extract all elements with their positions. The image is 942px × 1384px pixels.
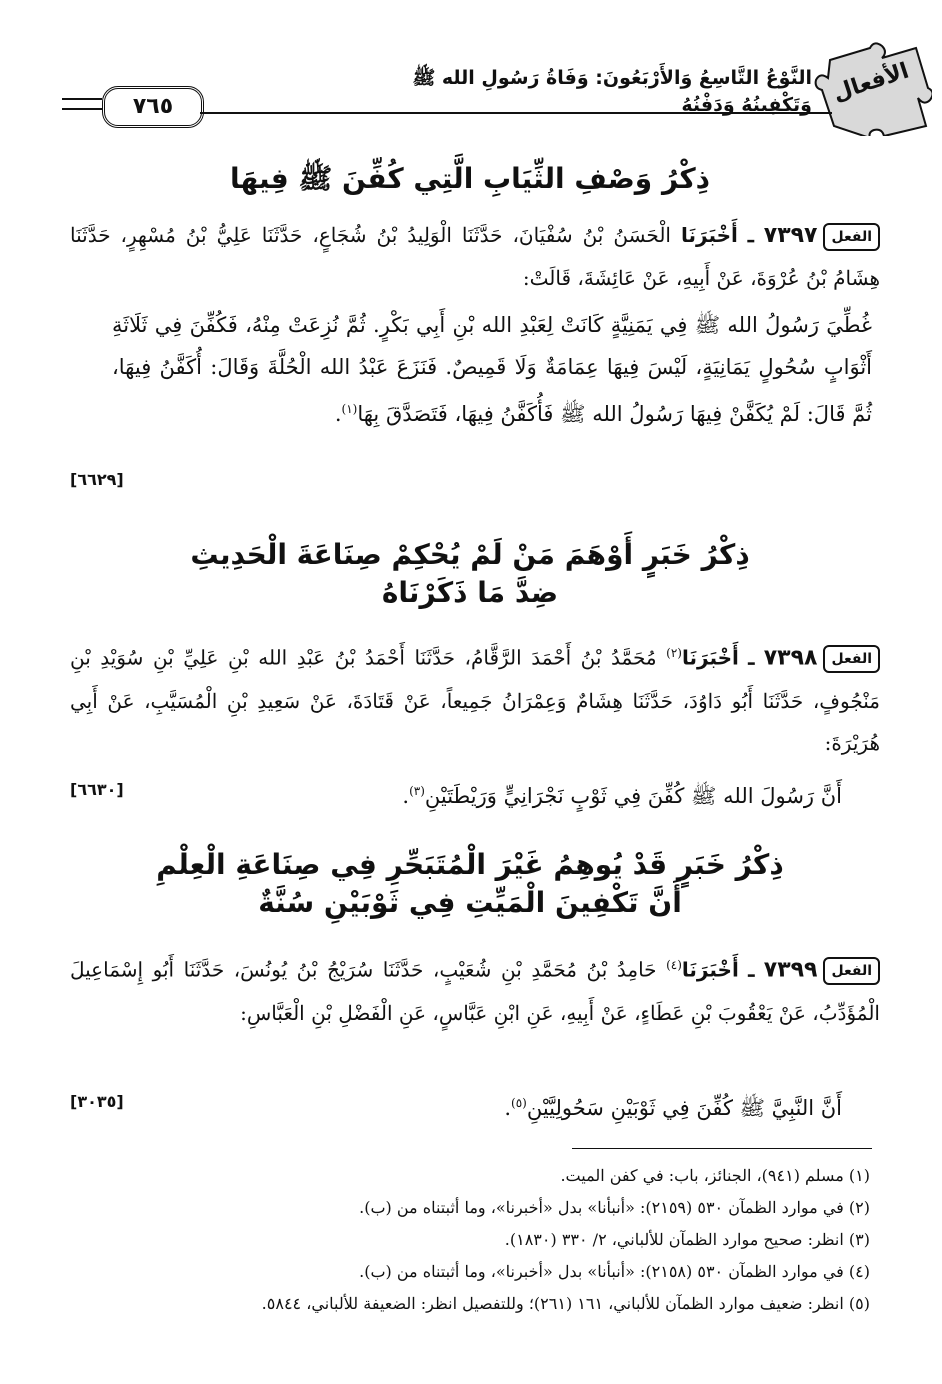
puzzle-piece-icon (812, 40, 932, 136)
footnote-marker: (٤) (666, 958, 682, 972)
isnad-text: الْحَسَنُ بْنُ سُفْيَانَ، حَدَّثَنَا الْوَلِيدُ بْنُ شُجَاعٍ، حَدَّثَنَا عَلِيُّ بْنُ مُسْهِرٍ، حَدَّثَنَا هِشَامُ بْنُ عُرْوَةَ، عَنْ أَبِيهِ، عَنْ عَائِشَةَ، قَالَتْ: (70, 223, 880, 290)
footnote-item: (٥) انظر: ضعيف موارد الظمآن للألباني، ١٦١ (٢٦١)؛ وللتفصيل انظر: الضعيفة للألباني، ٥٨٤٤. (261, 1294, 870, 1313)
hadith-number: ٧٣٩٩ (763, 957, 818, 983)
isnad-lead: أَخْبَرَنَا (681, 223, 738, 247)
fiil-badge: الفعل (823, 645, 880, 673)
matn-text: أَنَّ النَّبِيَّ ﷺ كُفِّنَ فِي ثَوْبَيْنِ سَحُولِيَّيْنِ (526, 1096, 842, 1120)
matn-text: أَنَّ رَسُولَ الله ﷺ كُفِّنَ فِي ثَوْبٍ نَجْرَانِيٍّ وَرَيْطَتَيْنِ (424, 784, 842, 808)
hadith-matn-1 (112, 304, 872, 435)
hadith-number: ٧٣٩٧ (763, 223, 818, 248)
section-heading-1 (70, 160, 870, 198)
heading-line: ذِكْرُ خَبَرٍ قَدْ يُوهِمُ غَيْرَ الْمُتَبَحِّرِ فِي صِنَاعَةِ الْعِلْمِ (156, 848, 784, 881)
section-heading-3 (70, 846, 870, 922)
hadith-isnad-2: الفعل٧٣٩٨ ـ أَخْبَرَنَا$^{(٢)}$ مُحَمَّدُ بْنُ أَحْمَدَ الرَّقَّامُ، حَدَّثَنَا أَحْمَدُ بْنُ عَبْدِ الله بْنِ عَلِيِّ بْنِ سُوَيْدِ بْنِ مَنْجُوفٍ، حَدَّثَنَا أَبُو دَاوُدَ، حَدَّثَنَا هِشَامٌ وَعِمْرَانُ جَمِيعاً، عَنْ قَتَادَةَ، عَنْ سَعِيدِ بْنِ الْمُسَيَّبِ، عَنْ أَبِي هُرَيْرَةَ: (70, 645, 880, 755)
footnotes (70, 1160, 870, 1320)
footnote-marker: (٢) (666, 646, 682, 660)
footnote-marker: (٣) (409, 784, 425, 798)
isnad-lead: أَخْبَرَنَا (681, 645, 739, 670)
matn-end: . (334, 402, 342, 426)
fiil-badge: الفعل (823, 957, 880, 985)
cross-reference: [٦٦٣٠] (70, 780, 124, 799)
footnote-item: (٤) في موارد الظمآن ٥٣٠ (٢١٥٨): «أنبأنا» بدل «أخبرنا»، وما أثبتناه من (ب). (359, 1262, 870, 1281)
page-header (62, 38, 932, 128)
footnote-item: (١) مسلم (٩٤١)، الجنائز، باب: في كفن الميت. (560, 1166, 870, 1185)
heading-line: ضِدَّ مَا ذَكَرْنَاهُ (381, 576, 559, 609)
hadith-matn-3 (504, 1082, 842, 1129)
matn-end: . (402, 784, 410, 808)
isnad-text: مُحَمَّدُ بْنُ أَحْمَدَ الرَّقَّامُ، حَدَّثَنَا أَحْمَدُ بْنُ عَبْدِ الله بْنِ عَلِيِّ بْنِ سُوَيْدِ بْنِ مَنْجُوفٍ، حَدَّثَنَا أَبُو دَاوُدَ، حَدَّثَنَا هِشَامٌ وَعِمْرَانُ جَمِيعاً، عَنْ قَتَادَةَ، عَنْ سَعِيدِ بْنِ الْمُسَيَّبِ، عَنْ أَبِي هُرَيْرَةَ: (70, 645, 880, 755)
header-double-rule (62, 98, 102, 110)
section-heading-2 (70, 536, 870, 612)
heading-line: ذِكْرُ خَبَرٍ أَوْهَمَ مَنْ لَمْ يُحْكِمْ صِنَاعَةَ الْحَدِيثِ (190, 538, 750, 571)
footnote-marker: (٥) (511, 1096, 527, 1110)
footnote-item: (٣) انظر: صحيح موارد الظمآن للألباني، ٢/ ٣٣٠ (١٨٣٠). (504, 1230, 870, 1249)
cross-reference: [٦٦٢٩] (70, 470, 124, 489)
page-number: ٧٦٥ (102, 86, 204, 128)
heading-line: ذِكْرُ وَصْفِ الثِّيَابِ الَّتِي كُفِّنَ ﷺ فِيهَا (229, 162, 711, 195)
hadith-isnad-3: الفعل٧٣٩٩ ـ أَخْبَرَنَا$^{(٤)}$ حَامِدُ بْنُ مُحَمَّدِ بْنِ شُعَيْبٍ، حَدَّثَنَا سُرَيْجُ بْنُ يُونُسَ، حَدَّثَنَا أَبُو إِسْمَاعِيلَ الْمُؤَدِّبُ، عَنْ يَعْقُوبَ بْنِ عَطَاءٍ، عَنْ أَبِيهِ، عَنِ ابْنِ عَبَّاسٍ، عَنِ الْفَضْلِ بْنِ الْعَبَّاسِ: (70, 957, 880, 1025)
footnote-rule (572, 1148, 872, 1149)
header-rule (200, 112, 832, 114)
footnote-marker: (١) (341, 402, 358, 416)
hadith-matn-2 (402, 770, 842, 817)
heading-line: أَنَّ تَكْفِينَ الْمَيِّتِ فِي ثَوْبَيْنِ سُنَّةٌ (258, 886, 682, 919)
fiil-badge: الفعل (823, 223, 880, 251)
running-title: النَّوْعُ التَّاسِعُ وَالأَرْبَعُونَ: وَفَاةُ رَسُولِ الله ﷺ وَتَكْفِينُهُ وَدَفْنُهُ (412, 67, 812, 116)
isnad-text: حَامِدُ بْنُ مُحَمَّدِ بْنِ شُعَيْبٍ، حَدَّثَنَا سُرَيْجُ بْنُ يُونُسَ، حَدَّثَنَا أَبُو إِسْمَاعِيلَ الْمُؤَدِّبُ، عَنْ يَعْقُوبَ بْنِ عَطَاءٍ، عَنْ أَبِيهِ، عَنِ ابْنِ عَبَّاسٍ، عَنِ الْفَضْلِ بْنِ الْعَبَّاسِ: (70, 957, 880, 1025)
isnad-lead: أَخْبَرَنَا (681, 957, 739, 982)
cross-reference: [٣٠٣٥] (70, 1092, 124, 1111)
footnote-item: (٢) في موارد الظمآن ٥٣٠ (٢١٥٩): «أنبأنا» بدل «أخبرنا»، وما أثبتناه من (ب). (359, 1198, 870, 1217)
hadith-number: ٧٣٩٨ (763, 645, 818, 671)
hadith-isnad-1: الفعل٧٣٩٧ ـ أَخْبَرَنَا الْحَسَنُ بْنُ سُفْيَانَ، حَدَّثَنَا الْوَلِيدُ بْنُ شُجَاعٍ، حَدَّثَنَا عَلِيُّ بْنُ مُسْهِرٍ، حَدَّثَنَا هِشَامُ بْنُ عُرْوَةَ، عَنْ أَبِيهِ، عَنْ عَائِشَةَ، قَالَتْ: (70, 223, 880, 290)
matn-end: . (504, 1096, 512, 1120)
matn-text: غُطِّيَ رَسُولُ الله ﷺ فِي يَمَنِيَّةٍ كَانَتْ لِعَبْدِ الله بْنِ أَبِي بَكْرٍ. ثُمَّ نُزِعَتْ مِنْهُ، فَكُفِّنَ فِي ثَلَاثَةِ أَثْوَابٍ سُحُولٍ يَمَانِيَةٍ، لَيْسَ فِيهَا عِمَامَةٌ وَلَا قَمِيصٌ. فَنَزَعَ عَبْدُ الله الْحُلَّةَ وَقَالَ: أُكَفَّنُ فِيهَا، ثُمَّ قَالَ: لَمْ يُكَفَّنْ فِيهَا رَسُولُ الله ﷺ فَأُكَفَّنُ فِيهَا، فَتَصَدَّقَ بِهَا (112, 313, 872, 426)
puzzle-label: الأفعال (829, 58, 912, 107)
